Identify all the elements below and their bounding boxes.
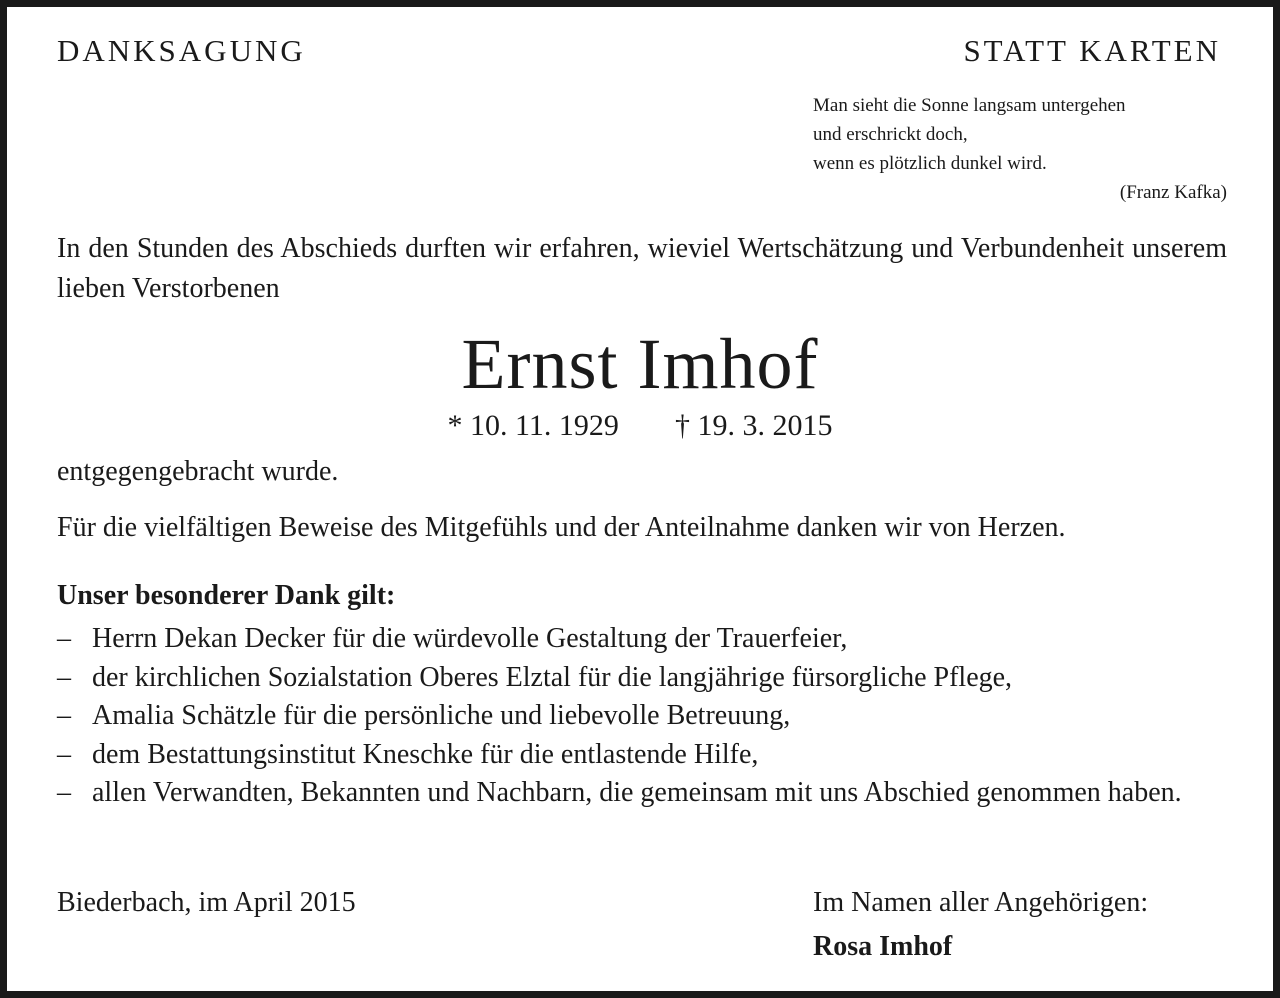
list-item: [57, 736, 1227, 775]
quote-line: und erschrickt doch,: [813, 124, 968, 145]
list-item-text: Amalia Schätzle für die persönliche und liebevolle Betreuung,: [92, 700, 791, 731]
header-danksagung: DANKSAGUNG: [57, 33, 306, 68]
dash-marker: –: [57, 738, 71, 770]
list-item-text: Herrn Dekan Decker für die würdevolle Gestaltung der Trauerfeier,: [92, 623, 848, 654]
signature-label: Im Namen aller Angehörigen:: [813, 887, 1149, 918]
list-item: [57, 620, 1227, 659]
intro-text: In den Stunden des Abschieds durften wir erfahren, wieviel Wertschätzung und Verbundenheit unserem lieben Verstorbenen: [57, 233, 1227, 304]
dash-marker: –: [57, 777, 71, 808]
kafka-quote: [813, 91, 1227, 207]
list-item: [57, 774, 1227, 813]
list-item: [57, 659, 1227, 698]
quote-line: wenn es plötzlich dunkel wird.: [813, 153, 1047, 174]
special-thanks-heading: Unser besonderer Dank gilt:: [57, 580, 396, 611]
list-item-text: allen Verwandten, Bekannten und Nachbarn, die gemeinsam mit uns Abschied genommen haben.: [92, 777, 1182, 808]
dash-marker: –: [57, 623, 71, 654]
quote-author: (Franz Kafka): [1119, 182, 1227, 203]
quote-line: Man sieht die Sonne langsam untergehen: [813, 95, 1126, 116]
deceased-name: Ernst Imhof: [461, 324, 819, 404]
dash-marker: –: [57, 700, 71, 731]
special-thanks-list: [57, 620, 1227, 813]
list-item-text: dem Bestattungsinstitut Kneschke für die entlastende Hilfe,: [92, 738, 759, 770]
list-item-text: der kirchlichen Sozialstation Oberes Elztal für die langjährige fürsorgliche Pflege,: [92, 661, 1013, 693]
header-statt-karten: STATT KARTEN: [963, 33, 1221, 68]
signature-name: Rosa Imhof: [813, 931, 953, 962]
death-date: † 19. 3. 2015: [674, 409, 833, 442]
dash-marker: –: [57, 661, 71, 693]
birth-date: * 10. 11. 1929: [447, 409, 619, 442]
place-date: Biederbach, im April 2015: [57, 887, 356, 918]
thanks-text: Für die vielfältigen Beweise des Mitgefühls und der Anteilnahme danken wir von Herzen.: [57, 512, 1066, 543]
life-dates: [7, 409, 1273, 443]
after-name-text: entgegengebracht wurde.: [57, 456, 339, 487]
list-item: [57, 697, 1227, 736]
